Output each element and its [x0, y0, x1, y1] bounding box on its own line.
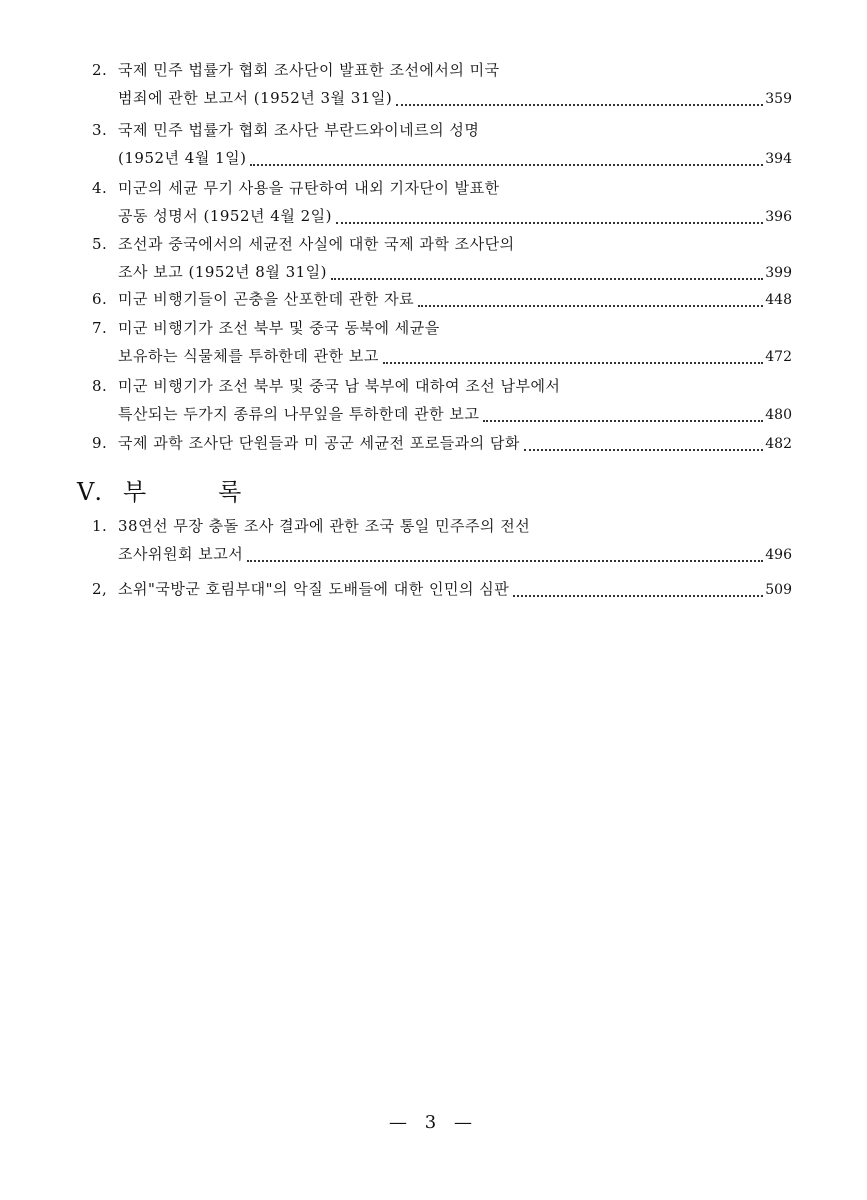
section-heading: [77, 476, 313, 508]
leader-dots: [250, 163, 763, 166]
entry-page: 448: [765, 292, 792, 308]
entry-number: 9.: [92, 434, 108, 452]
leader-dots: [483, 419, 763, 422]
entry-number: 8.: [92, 377, 108, 395]
entry-page: 482: [765, 436, 792, 452]
entry-title: 미군 비행기가 조선 북부 및 중국 남 북부에 대하여 조선 남부에서: [118, 377, 561, 395]
entry-page: 472: [765, 349, 792, 365]
entry-title-continued: 범죄에 관한 보고서 (1952년 3월 31일): [118, 89, 393, 107]
entry-page: 359: [765, 91, 792, 107]
entry-page: 396: [765, 209, 792, 225]
entry-title: 미군 비행기가 조선 북부 및 중국 동북에 세균을: [118, 319, 440, 337]
toc-entry: [92, 174, 792, 230]
entry-title: 국제 과학 조사단 단원들과 미 공군 세균전 포로들과의 담화: [118, 434, 520, 452]
toc-entry: [92, 56, 792, 112]
leader-dots: [331, 277, 763, 280]
entry-title: 미군의 세균 무기 사용을 규탄하여 내외 기자단이 발표한: [118, 179, 500, 197]
entry-page: 509: [765, 582, 792, 598]
leader-dots: [247, 559, 763, 562]
entry-number: 1.: [92, 517, 108, 535]
entry-title-continued: 조사위원회 보고서: [118, 545, 244, 563]
leader-dots: [524, 448, 763, 451]
toc-entry: [92, 285, 792, 313]
entry-title: 소위"국방군 호림부대"의 악질 도배들에 대한 인민의 심판: [118, 580, 510, 598]
leader-dots: [396, 103, 763, 106]
entry-title: 미군 비행기들이 곤충을 산포한데 관한 자료: [118, 290, 415, 308]
section-title: 부록: [123, 478, 314, 506]
entry-title-continued: 특산되는 두가지 종류의 나무잎을 투하한데 관한 보고: [118, 405, 480, 423]
entry-title: 국제 민주 법률가 협회 조사단이 발표한 조선에서의 미국: [118, 61, 500, 79]
entry-number: 2.: [92, 61, 108, 79]
entry-title: 국제 민주 법률가 협회 조사단 부란드와이네르의 성명: [118, 121, 480, 139]
toc-entry: [92, 429, 792, 457]
entry-number: 6.: [92, 290, 108, 308]
leader-dots: [418, 304, 763, 307]
toc-entry: [92, 372, 792, 428]
toc-entry: [92, 116, 792, 172]
entry-title: 조선과 중국에서의 세균전 사실에 대한 국제 과학 조사단의: [118, 235, 515, 253]
toc-entry: [92, 230, 792, 286]
page-number: — 3 —: [389, 1112, 478, 1133]
entry-title-continued: (1952년 4월 1일): [118, 149, 247, 167]
entry-page: 496: [765, 547, 792, 563]
toc-entry: [92, 512, 792, 568]
entry-page: 394: [765, 151, 792, 167]
leader-dots: [383, 361, 763, 364]
entry-number: 2,: [92, 580, 108, 598]
entry-title: 38연선 무장 충돌 조사 결과에 관한 조국 통일 민주주의 전선: [118, 517, 531, 535]
leader-dots: [336, 221, 763, 224]
entry-page: 399: [765, 265, 792, 281]
entry-title-continued: 조사 보고 (1952년 8월 31일): [118, 263, 328, 281]
entry-page: 480: [765, 407, 792, 423]
toc-entry: [92, 314, 792, 370]
entry-title-continued: 보유하는 식물체를 투하한데 관한 보고: [118, 347, 379, 365]
leader-dots: [513, 594, 763, 597]
entry-number: 4.: [92, 179, 108, 197]
entry-number: 3.: [92, 121, 108, 139]
entry-title-continued: 공동 성명서 (1952년 4월 2일): [118, 207, 332, 225]
entry-number: 5.: [92, 235, 108, 253]
section-number: Ⅴ.: [77, 478, 102, 506]
entry-number: 7.: [92, 319, 108, 337]
toc-entry: [92, 575, 792, 603]
